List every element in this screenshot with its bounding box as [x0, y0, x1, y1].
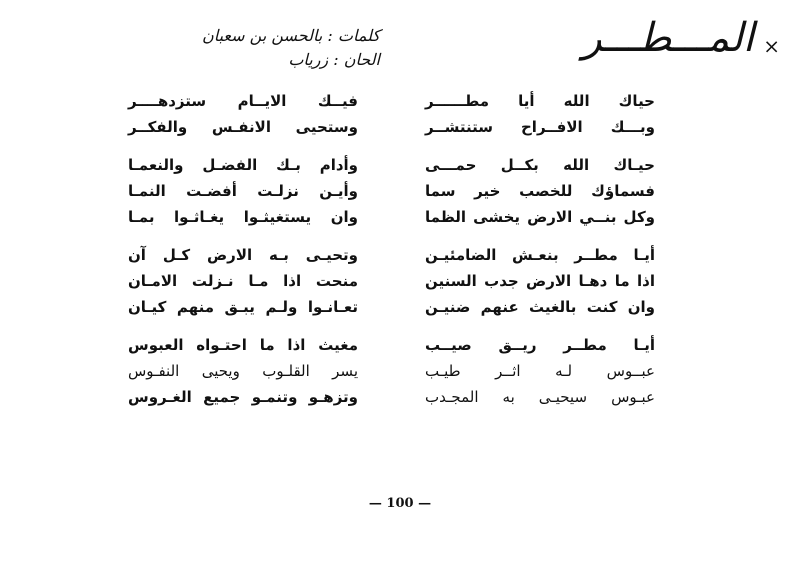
- verse-line: وتزهـو وتنمـو جميع الغـروس: [128, 388, 358, 406]
- stanza: [425, 152, 655, 230]
- verse-line: وان كنت بالغيث عنهم ضنيـن: [425, 298, 655, 316]
- credits: [140, 24, 380, 72]
- page-number: — 100 —: [368, 496, 432, 511]
- stanza: [128, 332, 358, 410]
- verse-line: عبـوس سيحيـى به المجـدب: [425, 388, 655, 406]
- poem-column-right: [425, 88, 655, 420]
- stanza: [128, 88, 358, 140]
- verse-line: فسماؤك للخصب خير سما: [425, 182, 655, 200]
- stanza: [425, 332, 655, 410]
- verse-line: حيـاك الله بكــل حمـــى: [425, 156, 655, 174]
- verse-line: مغيث اذا ما احتـواه العبوس: [128, 336, 358, 354]
- verse-line: وان يستغيثـوا يغـاثـوا بمـا: [128, 208, 358, 226]
- stanza: [128, 242, 358, 320]
- verse-line: وأيـن نزلـت أفضـت النمـا: [128, 182, 358, 200]
- stanza: [128, 152, 358, 230]
- verse-line: وبـــك الافــراح ستنتشــر: [425, 118, 655, 136]
- stanza: [425, 88, 655, 140]
- credit-words: كلمات : بالحسن بن سعبان: [201, 26, 380, 45]
- poem-column-left: [128, 88, 358, 420]
- verse-line: أيـا مطــر بنعـش الضامئيـن: [425, 246, 655, 264]
- verse-line: وكل بنــي الارض يخشى الظما: [425, 208, 655, 226]
- credit-music: الحان : زرياب: [288, 50, 380, 69]
- verse-line: فيــك الايــام ستزدهــــر: [128, 92, 358, 110]
- poem-title: المـــطـــر: [582, 15, 754, 61]
- verse-line: أيـا مطــر ريــق صيــب: [425, 336, 655, 354]
- verse-line: وتحيـى بـه الارض كـل آن: [128, 246, 358, 264]
- verse-line: تعـانـوا ولـم يبـق منهم كيـان: [128, 298, 358, 316]
- stanza: [425, 242, 655, 320]
- verse-line: اذا ما دهـا الارض جدب السنين: [425, 272, 655, 290]
- verse-line: وأدام بـك الفضـل والنعمـا: [128, 156, 358, 174]
- title-mark: ×: [763, 34, 780, 58]
- verse-line: حياك الله أيا مطــــــر: [425, 92, 655, 110]
- verse-line: منحت اذا مـا نـزلت الامـان: [128, 272, 358, 290]
- verse-line: عبــوس لـه اثــر طيـب: [425, 362, 655, 380]
- verse-line: يسر القلـوب ويحيى النفـوس: [128, 362, 358, 380]
- verse-line: وستحيى الانفـس والفكــر: [128, 118, 358, 136]
